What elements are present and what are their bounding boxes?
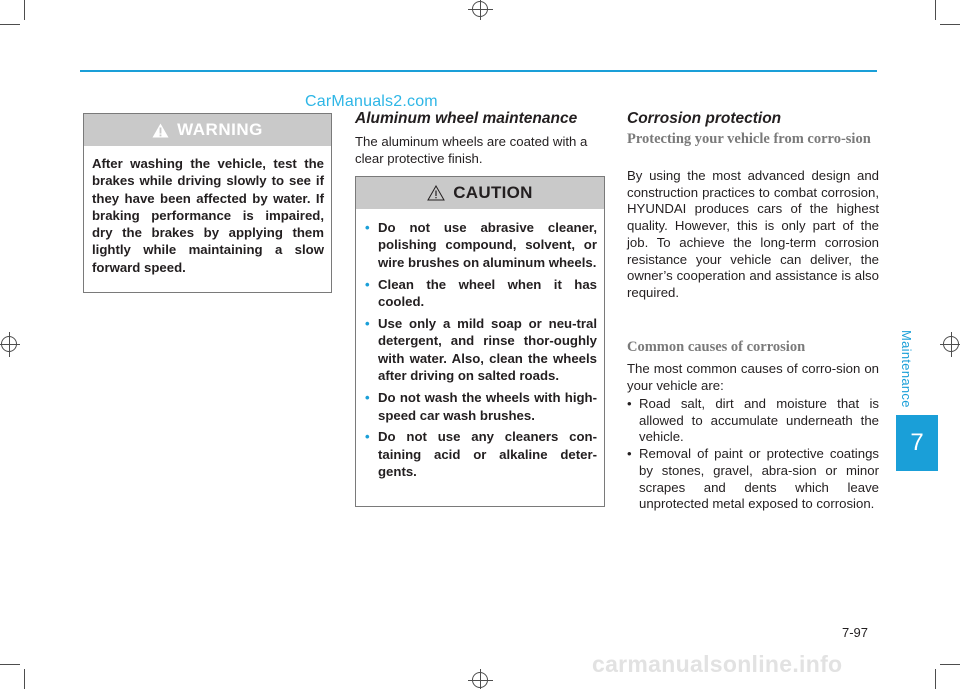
corrosion-subheading-protecting: Protecting your vehicle from corro-sion: [627, 131, 871, 147]
crop-mark: [0, 24, 20, 25]
crop-mark: [935, 0, 936, 20]
caution-icon: [427, 185, 445, 201]
registration-mark: [472, 1, 488, 17]
crop-mark: [24, 0, 25, 20]
warning-icon: [152, 123, 169, 138]
corrosion-paragraph-2: The most common causes of corro-sion on your vehicle are:: [627, 361, 879, 393]
registration-mark: [943, 336, 959, 352]
section-side-label-text: Maintenance: [899, 330, 914, 408]
list-item-text: Road salt, dirt and moisture that is allowed to accumulate underneath the vehicle.: [639, 396, 879, 445]
crop-mark: [0, 664, 20, 665]
bullet-icon: •: [627, 446, 632, 462]
crop-mark: [940, 664, 960, 665]
bullet-icon: •: [365, 316, 370, 332]
caution-item-text: Do not use any cleaners con-taining acid or alkaline deter-gents.: [378, 429, 597, 480]
header-rule: [80, 70, 877, 72]
corrosion-causes-list: [627, 396, 879, 513]
corrosion-heading: Corrosion protection: [627, 110, 782, 127]
bullet-icon: •: [365, 390, 370, 406]
aluminum-text: The aluminum wheels are coated with a clear protective finish.: [355, 134, 588, 166]
caution-item: [365, 428, 597, 480]
list-item: [627, 396, 879, 446]
caution-item: [365, 315, 597, 385]
warning-body: After washing the vehicle, test the brakes while driving slowly to see if they have been affected by water. If braking performance is impaired, dry the brakes by applying them lightly while maintaining a slow forward speed.: [92, 156, 324, 275]
bullet-icon: •: [627, 396, 632, 411]
caution-item-text: Do not wash the wheels with high-speed car wash brushes.: [378, 390, 597, 423]
corrosion-subheading-causes: Common causes of corrosion: [627, 339, 806, 355]
watermark-top[interactable]: CarManuals2.com: [305, 93, 438, 110]
caution-box: [355, 176, 605, 507]
caution-item: [365, 276, 597, 311]
registration-mark: [472, 672, 488, 688]
caution-item-text: Do not use abrasive cleaner, polishing compound, solvent, or wire brushes on aluminum wheels.: [378, 220, 597, 270]
crop-mark: [935, 669, 936, 689]
watermark-bottom[interactable]: carmanualsonline.info: [592, 651, 843, 677]
crop-mark: [24, 669, 25, 689]
list-item-text: Removal of paint or protective coatings by stones, gravel, abra-sion or minor scrapes and dents which leave unprotected metal exposed to corrosion.: [639, 446, 879, 512]
list-item: [627, 446, 879, 513]
caution-header: [356, 177, 604, 209]
bullet-icon: •: [365, 429, 370, 445]
crop-mark: [940, 24, 960, 25]
caution-item-text: Clean the wheel when it has cooled.: [378, 276, 597, 310]
caution-list: [356, 209, 604, 481]
page-number: 7-97: [842, 625, 869, 640]
bullet-icon: •: [365, 276, 370, 292]
chapter-tab: 7: [896, 415, 938, 471]
aluminum-heading: Aluminum wheel maintenance: [355, 110, 578, 127]
corrosion-paragraph-1: By using the most advanced design and construction practices to combat corrosion, HYUNDAI produces cars of the highest quality. However, this is only part of the job. To achieve the long-term corrosion resistance your vehicle can deliver, the owner’s cooperation and assistance is also required.: [627, 168, 879, 300]
caution-item: [365, 389, 597, 424]
bullet-icon: •: [365, 220, 370, 235]
registration-mark: [1, 336, 17, 352]
caution-title: CAUTION: [453, 183, 533, 202]
caution-item: [365, 219, 597, 271]
warning-header: [84, 114, 331, 146]
warning-box: [83, 113, 332, 293]
caution-item-text: Use only a mild soap or neu-tral detergent, and rinse thor-oughly with water. Also, clean the wheels after driving on salted roads.: [378, 316, 597, 384]
warning-title: WARNING: [177, 120, 263, 139]
